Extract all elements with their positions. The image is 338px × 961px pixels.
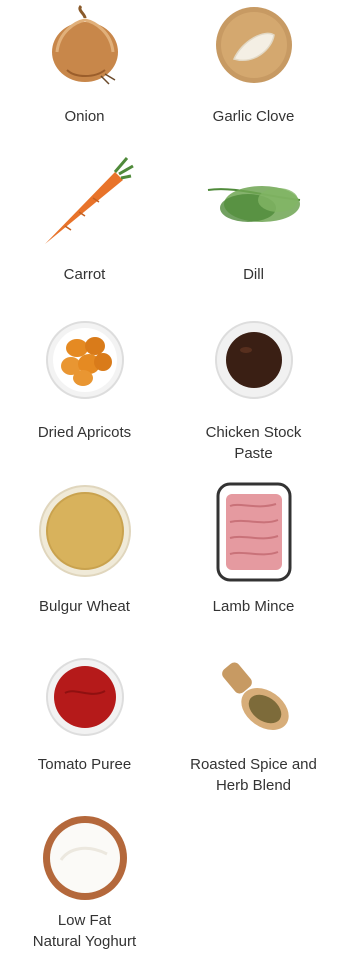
ingredient-dill xyxy=(169,150,338,285)
ingredient-carrot xyxy=(0,150,169,285)
ingredient-label: Lamb Mince xyxy=(212,598,295,615)
ingredient-chicken-stock-paste xyxy=(169,318,338,468)
dill-icon xyxy=(204,176,304,232)
ingredient-tomato-puree xyxy=(0,655,169,805)
ingredient-onion xyxy=(0,0,169,135)
ingredient-label: Carrot xyxy=(63,266,106,283)
mince-tray-icon xyxy=(216,482,292,582)
ingredient-label: Tomato Puree xyxy=(37,756,132,773)
stock-bowl-icon xyxy=(214,320,294,400)
ingredient-label: Dried Apricots xyxy=(37,424,132,441)
ingredient-label: Garlic Clove xyxy=(212,108,295,125)
bulgur-bowl-icon xyxy=(38,484,132,578)
yoghurt-bowl-icon xyxy=(41,814,129,902)
onion-icon xyxy=(45,4,125,86)
ingredient-roasted-spice-herb-blend xyxy=(169,655,338,805)
carrot-icon xyxy=(35,152,135,252)
ingredient-bulgur-wheat xyxy=(0,480,169,630)
ingredient-label: Dill xyxy=(243,266,264,283)
ingredient-label: Bulgur Wheat xyxy=(39,598,130,615)
ingredient-label: Onion xyxy=(64,108,105,125)
ingredient-label: Low Fat Natural Yoghurt xyxy=(32,912,137,950)
ingredient-lamb-mince xyxy=(169,480,338,630)
ingredient-label: Roasted Spice and Herb Blend xyxy=(190,756,317,794)
ingredient-garlic-clove xyxy=(169,0,338,135)
spice-scoop-icon xyxy=(209,657,299,743)
garlic-icon xyxy=(214,5,294,85)
ingredient-dried-apricots xyxy=(0,318,169,468)
ingredient-low-fat-natural-yoghurt xyxy=(0,812,169,961)
tomato-puree-bowl-icon xyxy=(45,657,125,737)
apricot-bowl-icon xyxy=(45,320,125,400)
ingredient-label: Chicken Stock Paste xyxy=(205,424,302,462)
